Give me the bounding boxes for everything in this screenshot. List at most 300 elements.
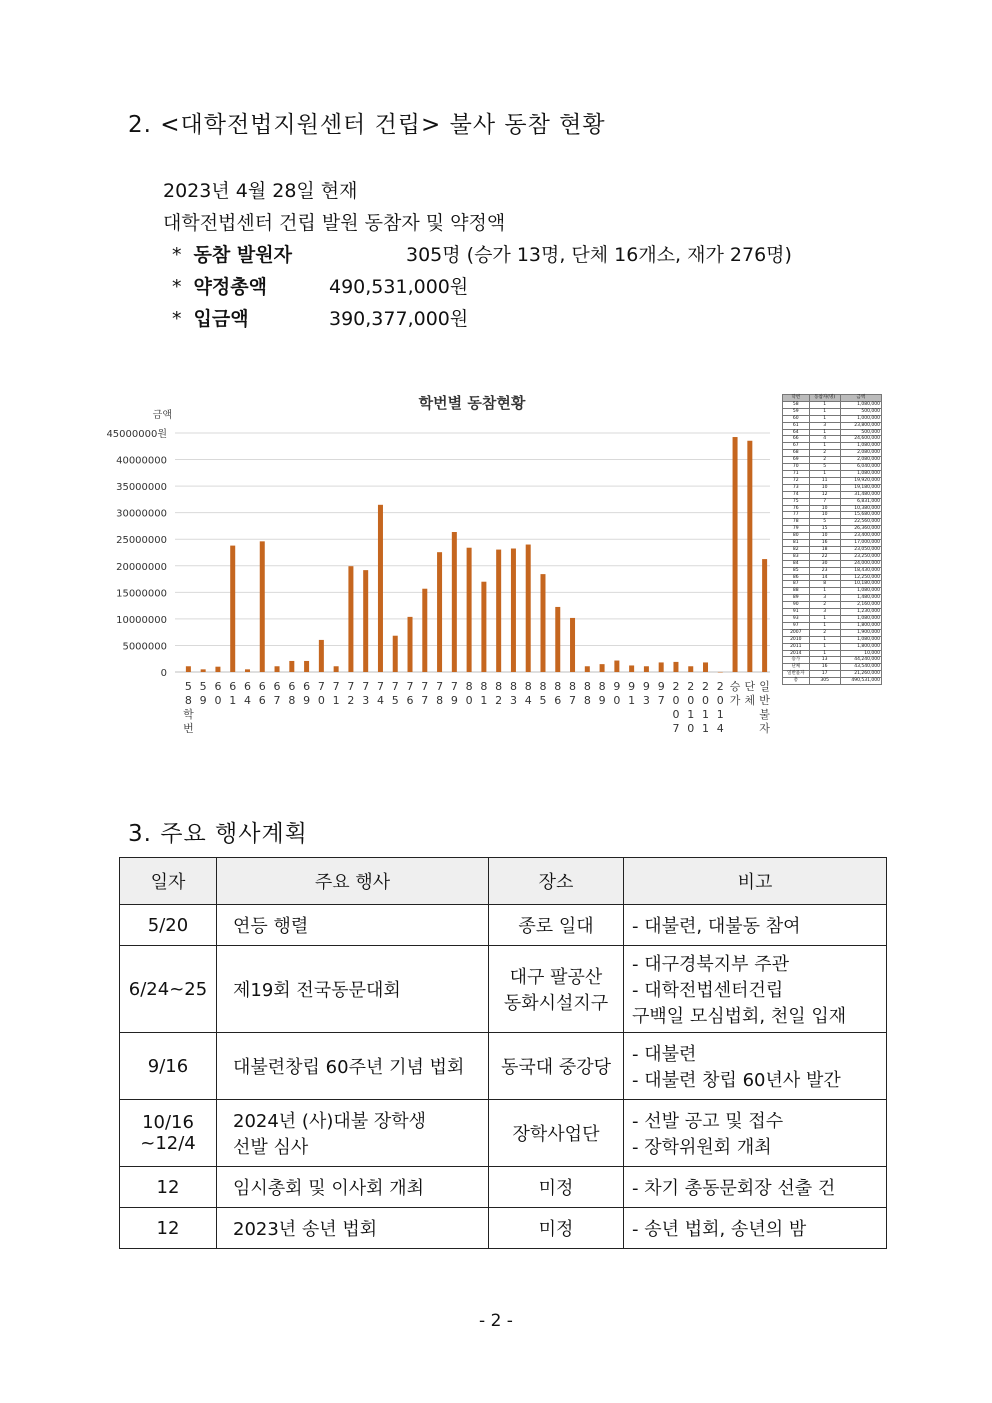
bar-76 xyxy=(408,617,413,672)
ref-row xyxy=(783,464,882,471)
ref-cell: 7 xyxy=(809,498,840,505)
ref-cell: 66 xyxy=(783,436,810,443)
ref-cell: 10 xyxy=(809,533,840,540)
place-cell: 미정 xyxy=(489,1208,624,1249)
ref-cell: 4 xyxy=(809,436,840,443)
ref-cell: 1,900,000 xyxy=(840,629,881,636)
bar-75 xyxy=(393,636,398,672)
x-tick-label-char: 7 xyxy=(406,680,414,693)
x-tick-label-char: 9 xyxy=(199,694,207,707)
x-tick-label-char: 8 xyxy=(184,694,192,707)
ref-header-row xyxy=(783,395,882,402)
x-tick-label-char: 5 xyxy=(199,680,207,693)
ref-row xyxy=(783,491,882,498)
ref-cell: 2,080,000 xyxy=(840,450,881,457)
bar-82 xyxy=(496,550,501,672)
chart-title: 학번별 동참현황 xyxy=(418,394,526,412)
date-cell: 12 xyxy=(120,1208,217,1249)
ref-cell: 5 xyxy=(809,519,840,526)
x-tick-label-char: 8 xyxy=(495,680,503,693)
ref-row xyxy=(783,616,882,623)
bar-87 xyxy=(570,618,575,672)
bar-58 xyxy=(186,666,191,672)
ref-cell: 1 xyxy=(809,429,840,436)
ref-cell: 동참자(명) xyxy=(809,395,840,402)
x-tick-label-char: 8 xyxy=(524,680,532,693)
header-date: 일자 xyxy=(120,858,217,905)
table-row xyxy=(120,905,887,946)
ref-cell: 87 xyxy=(783,581,810,588)
bar-85 xyxy=(540,574,545,672)
ref-cell: 1 xyxy=(809,636,840,643)
note-cell: - 대구경북지부 주관 - 대학전법센터건립 구백일 모심법회, 천일 입재 xyxy=(624,946,887,1033)
page-number: - 2 - xyxy=(479,1311,513,1331)
bar-69 xyxy=(304,661,309,672)
ref-cell: 1,000,000 xyxy=(840,415,881,422)
x-tick-label-char: 4 xyxy=(524,694,532,707)
note-cell: - 차기 총동문회장 선출 건 xyxy=(624,1167,887,1208)
ref-cell: 2007 xyxy=(783,629,810,636)
table-header-row xyxy=(120,858,887,905)
x-tick-label-char: 5 xyxy=(391,694,399,707)
x-tick-label-char: 8 xyxy=(480,680,488,693)
ref-cell: 10,000 xyxy=(840,650,881,657)
ref-cell: 1 xyxy=(809,616,840,623)
y-tick-label: 40000000 xyxy=(116,455,167,467)
x-tick-label-char: 1 xyxy=(702,722,710,735)
ref-cell: 1 xyxy=(809,643,840,650)
ref-cell: 67 xyxy=(783,443,810,450)
x-tick-label-char: 자 xyxy=(759,722,770,735)
ref-row xyxy=(783,512,882,519)
ref-cell: 8 xyxy=(809,581,840,588)
ref-cell: 2011 xyxy=(783,643,810,650)
ref-cell: 22,560,000 xyxy=(840,519,881,526)
ref-row xyxy=(783,567,882,574)
x-tick-label-char: 7 xyxy=(657,694,665,707)
date-cell: 10/16 ~12/4 xyxy=(120,1100,217,1167)
x-tick-label-char: 5 xyxy=(539,694,547,707)
x-tick-label-char: 6 xyxy=(243,680,251,693)
ref-cell: 84 xyxy=(783,560,810,567)
ref-cell: 73 xyxy=(783,484,810,491)
bar-74 xyxy=(378,505,383,672)
ref-cell: 10 xyxy=(809,505,840,512)
table-row xyxy=(120,946,887,1033)
x-tick-label-char: 7 xyxy=(362,680,370,693)
event-schedule-table xyxy=(119,857,887,1249)
ref-row xyxy=(783,540,882,547)
ref-row xyxy=(783,602,882,609)
ref-cell: 31,480,000 xyxy=(840,491,881,498)
ref-cell: 10,380,000 xyxy=(840,505,881,512)
ref-cell: 500,000 xyxy=(840,408,881,415)
x-tick-label-char: 0 xyxy=(672,708,680,721)
note-cell: - 선발 공고 및 접수 - 장학위원회 개최 xyxy=(624,1100,887,1167)
x-tick-label-char: 8 xyxy=(583,694,591,707)
ref-cell: 단체 xyxy=(783,664,810,671)
ref-cell: 1,080,000 xyxy=(840,636,881,643)
ref-cell: 2 xyxy=(809,457,840,464)
ref-cell: 23,800,000 xyxy=(840,422,881,429)
x-tick-label-char: 3 xyxy=(509,694,517,707)
bar-2010 xyxy=(688,666,693,672)
x-tick-label-char: 6 xyxy=(554,694,562,707)
ref-cell: 1 xyxy=(809,622,840,629)
ref-cell: 금액 xyxy=(840,395,881,402)
ref-cell: 1 xyxy=(809,401,840,408)
x-tick-label-char: 단 xyxy=(744,680,756,693)
x-tick-label-char: 8 xyxy=(465,680,473,693)
y-tick-label: 30000000 xyxy=(116,508,167,520)
ref-row xyxy=(783,553,882,560)
ref-cell: 490,531,000 xyxy=(840,678,881,685)
bar-97 xyxy=(659,662,664,672)
x-tick-label-char: 0 xyxy=(702,694,710,707)
ref-cell: 68 xyxy=(783,450,810,457)
x-tick-label-char: 9 xyxy=(450,694,458,707)
date-cell: 12 xyxy=(120,1167,217,1208)
x-tick-label-char: 6 xyxy=(288,680,296,693)
ref-cell: 3 xyxy=(809,595,840,602)
x-tick-label-char: 0 xyxy=(465,694,473,707)
ref-row xyxy=(783,436,882,443)
x-tick-label-char: 0 xyxy=(716,694,724,707)
bar-64 xyxy=(245,669,250,672)
ref-cell: 10 xyxy=(809,484,840,491)
ref-cell: 19,180,000 xyxy=(840,484,881,491)
ref-row xyxy=(783,678,882,685)
ref-row xyxy=(783,443,882,450)
ref-row xyxy=(783,636,882,643)
ref-cell: 88 xyxy=(783,588,810,595)
ref-row xyxy=(783,588,882,595)
ref-cell: 21,260,000 xyxy=(840,671,881,678)
event-cell: 제19회 전국동문대회 xyxy=(217,946,489,1033)
ref-row xyxy=(783,415,882,422)
bar-73 xyxy=(363,570,368,672)
ref-row xyxy=(783,401,882,408)
ref-cell: 16 xyxy=(809,664,840,671)
ref-cell: 70 xyxy=(783,464,810,471)
note-cell: - 송년 법회, 송년의 밤 xyxy=(624,1208,887,1249)
x-tick-label-char: 6 xyxy=(273,680,281,693)
ref-cell: 17 xyxy=(809,671,840,678)
x-tick-label-char: 3 xyxy=(362,694,370,707)
bar-72 xyxy=(348,566,353,672)
x-tick-label-char: 7 xyxy=(421,680,429,693)
table-row xyxy=(120,1208,887,1249)
ref-cell: 1,480,000 xyxy=(840,595,881,602)
ref-cell: 76 xyxy=(783,505,810,512)
x-tick-label-char: 7 xyxy=(450,680,458,693)
ref-row xyxy=(783,622,882,629)
ref-cell: 1,080,000 xyxy=(840,401,881,408)
ref-cell: 6,831,000 xyxy=(840,498,881,505)
x-tick-label-char: 1 xyxy=(687,708,695,721)
ref-row xyxy=(783,519,882,526)
table-row xyxy=(120,1100,887,1167)
x-tick-label-char: 9 xyxy=(598,694,606,707)
x-tick-label-char: 3 xyxy=(642,694,650,707)
x-tick-label-char: 8 xyxy=(539,680,547,693)
x-tick-label-char: 0 xyxy=(687,722,695,735)
contribution-bar-chart xyxy=(106,385,780,750)
bar-승가 xyxy=(733,437,738,672)
x-tick-label-char: 9 xyxy=(642,680,650,693)
bullet-mark: * xyxy=(172,276,182,298)
x-tick-label-char: 8 xyxy=(583,680,591,693)
bullet-mark: * xyxy=(172,308,182,330)
ref-cell: 64 xyxy=(783,429,810,436)
bar-83 xyxy=(511,549,516,672)
ref-cell: 5 xyxy=(809,464,840,471)
ref-row xyxy=(783,609,882,616)
header-note: 비고 xyxy=(624,858,887,905)
ref-cell: 13 xyxy=(809,657,840,664)
ref-cell: 1,080,000 xyxy=(840,616,881,623)
ref-cell: 10 xyxy=(809,512,840,519)
x-tick-label-char: 7 xyxy=(421,694,429,707)
ref-row xyxy=(783,477,882,484)
ref-cell: 78 xyxy=(783,519,810,526)
date-cell: 6/24~25 xyxy=(120,946,217,1033)
ref-cell: 81 xyxy=(783,540,810,547)
ref-row xyxy=(783,560,882,567)
event-cell: 연등 행렬 xyxy=(217,905,489,946)
bar-60 xyxy=(215,667,220,672)
x-tick-label-char: 5 xyxy=(184,680,192,693)
bar-90 xyxy=(614,661,619,672)
ref-cell: 44,240,000 xyxy=(840,657,881,664)
ref-cell: 3 xyxy=(809,422,840,429)
header-place: 장소 xyxy=(489,858,624,905)
y-axis-label: 금액 xyxy=(152,410,172,421)
x-tick-label-char: 1 xyxy=(628,694,636,707)
bar-89 xyxy=(600,664,605,672)
ref-cell: 23,050,000 xyxy=(840,546,881,553)
ref-cell: 1,800,000 xyxy=(840,643,881,650)
ref-row xyxy=(783,574,882,581)
ref-row xyxy=(783,664,882,671)
ref-cell: 80 xyxy=(783,533,810,540)
ref-cell: 3 xyxy=(809,609,840,616)
ref-row xyxy=(783,595,882,602)
ref-row xyxy=(783,643,882,650)
y-tick-label: 35000000 xyxy=(116,482,167,494)
event-cell: 2023년 송년 법회 xyxy=(217,1208,489,1249)
ref-row xyxy=(783,422,882,429)
ref-cell: 23,400,000 xyxy=(840,533,881,540)
x-tick-label-char: 1 xyxy=(229,694,237,707)
place-cell: 동국대 중강당 xyxy=(489,1033,624,1100)
ref-cell: 1 xyxy=(809,650,840,657)
ref-cell: 1 xyxy=(809,408,840,415)
ref-cell: 305 xyxy=(809,678,840,685)
x-tick-label-char: 8 xyxy=(436,694,444,707)
x-tick-label-char: 2 xyxy=(702,680,710,693)
x-tick-label-char: 6 xyxy=(258,694,266,707)
bar-71 xyxy=(334,666,339,672)
ref-cell: 1,080,000 xyxy=(840,470,881,477)
ref-cell: 2014 xyxy=(783,650,810,657)
ref-cell: 93 xyxy=(783,616,810,623)
ref-cell: 61 xyxy=(783,422,810,429)
bullet-mark: * xyxy=(172,244,182,266)
contribution-reference-table xyxy=(782,394,882,685)
y-tick-label: 10000000 xyxy=(116,614,167,626)
ref-row xyxy=(783,457,882,464)
ref-row xyxy=(783,671,882,678)
ref-cell: 30 xyxy=(809,560,840,567)
ref-cell: 79 xyxy=(783,526,810,533)
y-tick-label: 20000000 xyxy=(116,561,167,573)
x-tick-label-char: 반 xyxy=(759,694,770,707)
x-tick-label-char: 6 xyxy=(406,694,414,707)
ref-cell: 1,230,000 xyxy=(840,609,881,616)
ref-cell: 43,540,000 xyxy=(840,664,881,671)
x-tick-label-char: 9 xyxy=(657,680,665,693)
ref-row xyxy=(783,629,882,636)
header-event: 주요 행사 xyxy=(217,858,489,905)
ref-cell: 71 xyxy=(783,470,810,477)
ref-row xyxy=(783,657,882,664)
ref-row xyxy=(783,498,882,505)
date-cell: 5/20 xyxy=(120,905,217,946)
bar-70 xyxy=(319,640,324,672)
ref-cell: 12 xyxy=(809,491,840,498)
ref-cell: 19,920,000 xyxy=(840,477,881,484)
ref-cell: 23 xyxy=(809,567,840,574)
ref-cell: 91 xyxy=(783,609,810,616)
bar-78 xyxy=(437,552,442,672)
x-axis-label-char: 학 xyxy=(183,708,194,721)
bar-68 xyxy=(289,661,294,672)
ref-row xyxy=(783,533,882,540)
ref-cell: 18 xyxy=(809,546,840,553)
x-tick-label-char: 승 xyxy=(729,680,741,693)
x-tick-label-char: 6 xyxy=(303,680,311,693)
x-tick-label-char: 1 xyxy=(716,708,724,721)
ref-cell: 24,600,000 xyxy=(840,436,881,443)
x-tick-label-char: 7 xyxy=(332,680,340,693)
y-tick-label: 45000000원 xyxy=(106,429,167,440)
bar-80 xyxy=(467,548,472,672)
bar-77 xyxy=(422,589,427,672)
x-tick-label-char: 0 xyxy=(687,694,695,707)
x-tick-label-char: 0 xyxy=(317,694,325,707)
ref-cell: 15,680,000 xyxy=(840,512,881,519)
ref-row xyxy=(783,505,882,512)
ref-cell: 77 xyxy=(783,512,810,519)
bullet-value: 390,377,000원 xyxy=(329,308,469,330)
y-tick-label: 5000000 xyxy=(122,641,167,653)
x-tick-label-char: 체 xyxy=(744,694,756,707)
bar-66 xyxy=(260,541,265,672)
note-cell: - 대불련 - 대불련 창립 60년사 발간 xyxy=(624,1033,887,1100)
x-tick-label-char: 8 xyxy=(554,680,562,693)
ref-cell: 2,160,000 xyxy=(840,602,881,609)
ref-cell: 90 xyxy=(783,602,810,609)
x-tick-label-char: 4 xyxy=(376,694,384,707)
y-tick-label: 15000000 xyxy=(116,588,167,600)
place-cell: 대구 팔공산 동화시설지구 xyxy=(489,946,624,1033)
date-cell: 9/16 xyxy=(120,1033,217,1100)
x-tick-label-char: 1 xyxy=(702,708,710,721)
ref-cell: 1 xyxy=(809,470,840,477)
section2-heading: 2. <대학전법지원센터 건립> 불사 동참 현황 xyxy=(128,112,606,138)
event-cell: 대불련창립 60주년 기념 법회 xyxy=(217,1033,489,1100)
intro-line: 대학전법센터 건립 발원 동참자 및 약정액 xyxy=(163,212,506,234)
x-tick-label-char: 4 xyxy=(243,694,251,707)
x-tick-label-char: 2 xyxy=(716,680,724,693)
ref-cell: 1,080,000 xyxy=(840,588,881,595)
x-tick-label-char: 불 xyxy=(759,708,770,721)
event-cell: 임시총회 및 이사회 개최 xyxy=(217,1167,489,1208)
bullet-label: 약정총액 xyxy=(193,276,267,298)
x-tick-label-char: 7 xyxy=(273,694,281,707)
x-tick-label-char: 7 xyxy=(569,694,577,707)
ref-cell: 총 xyxy=(783,678,810,685)
bullet-pledge xyxy=(172,272,267,299)
x-tick-label-char: 8 xyxy=(598,680,606,693)
x-tick-label-char: 7 xyxy=(376,680,384,693)
place-cell: 종로 일대 xyxy=(489,905,624,946)
ref-cell: 15 xyxy=(809,526,840,533)
ref-cell: 16 xyxy=(809,540,840,547)
ref-cell: 2 xyxy=(809,629,840,636)
note-cell: - 대불련, 대불동 참여 xyxy=(624,905,887,946)
ref-cell: 83 xyxy=(783,553,810,560)
date-line: 2023년 4월 28일 현재 xyxy=(163,180,358,202)
ref-cell: 승가 xyxy=(783,657,810,664)
bar-81 xyxy=(481,582,486,672)
bar-79 xyxy=(452,532,457,672)
ref-cell: 14 xyxy=(809,574,840,581)
table-row xyxy=(120,1033,887,1100)
table-row xyxy=(120,1167,887,1208)
bullet-label: 동참 발원자 xyxy=(193,244,292,266)
bar-2007 xyxy=(673,662,678,672)
bar-91 xyxy=(629,665,634,672)
x-tick-label-char: 0 xyxy=(613,694,621,707)
x-tick-label-char: 2 xyxy=(672,680,680,693)
ref-row xyxy=(783,581,882,588)
ref-row xyxy=(783,546,882,553)
x-tick-label-char: 8 xyxy=(288,694,296,707)
bullet-value: 490,531,000원 xyxy=(329,276,469,298)
bar-2014 xyxy=(718,672,723,673)
ref-cell: 18,430,000 xyxy=(840,567,881,574)
x-tick-label-char: 6 xyxy=(214,680,222,693)
ref-cell: 1 xyxy=(809,443,840,450)
ref-cell: 학번 xyxy=(783,395,810,402)
y-tick-label: 0 xyxy=(160,668,167,679)
x-tick-label-char: 0 xyxy=(672,694,680,707)
x-tick-label-char: 1 xyxy=(480,694,488,707)
bar-59 xyxy=(201,669,206,672)
x-tick-label-char: 8 xyxy=(509,680,517,693)
bullet-value: 305명 (승가 13명, 단체 16개소, 재가 276명) xyxy=(406,244,792,266)
ref-cell: 2010 xyxy=(783,636,810,643)
x-tick-label-char: 2 xyxy=(347,694,355,707)
bar-단체 xyxy=(747,441,752,672)
bullet-participants xyxy=(172,240,292,267)
bar-88 xyxy=(585,666,590,672)
section3-heading: 3. 주요 행사계획 xyxy=(128,821,308,847)
x-tick-label-char: 6 xyxy=(258,680,266,693)
ref-row xyxy=(783,650,882,657)
